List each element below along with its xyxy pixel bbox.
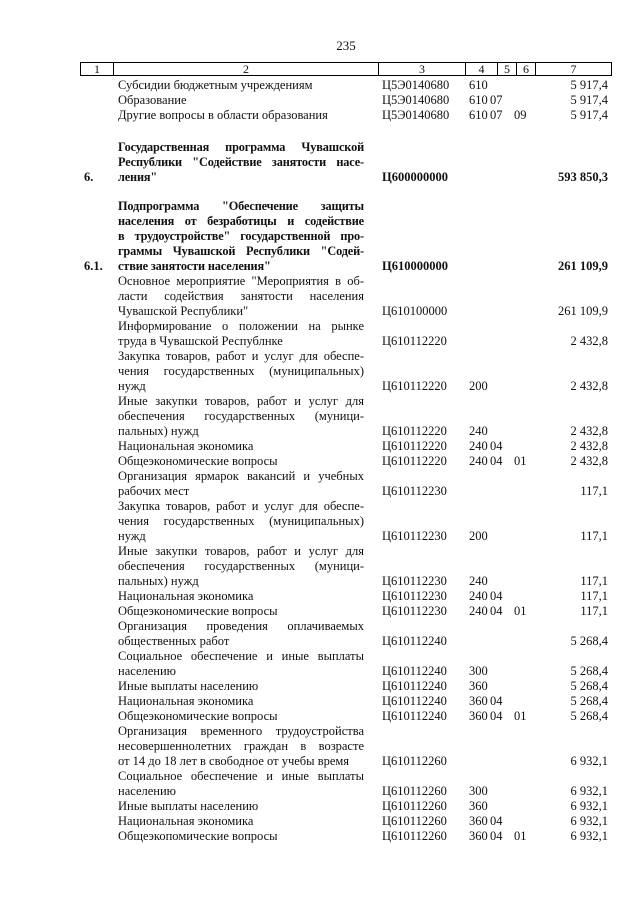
row-description bbox=[116, 709, 378, 724]
table-row bbox=[80, 274, 612, 319]
subsection bbox=[509, 304, 535, 319]
row-number bbox=[80, 529, 116, 544]
subsection bbox=[509, 529, 535, 544]
expense-type bbox=[465, 259, 486, 274]
section bbox=[486, 334, 509, 349]
expense-type bbox=[465, 634, 486, 649]
subsection: 01 bbox=[514, 604, 527, 618]
expense-type bbox=[465, 484, 486, 499]
target-code: Ц610112220 bbox=[382, 424, 447, 438]
target-code: Ц610112240 bbox=[382, 679, 447, 693]
section: 07 bbox=[490, 93, 503, 107]
section bbox=[486, 484, 509, 499]
description-line: Национальная экономика bbox=[118, 814, 254, 828]
table-row bbox=[80, 724, 612, 769]
subsection bbox=[509, 814, 535, 829]
header-cell-3: 3 bbox=[379, 63, 466, 75]
row-number bbox=[80, 108, 116, 123]
expense-type: 610 bbox=[469, 78, 488, 92]
amount: 5 268,4 bbox=[570, 634, 608, 648]
amount: 6 932,1 bbox=[570, 784, 608, 798]
table-row bbox=[80, 349, 612, 394]
amount: 6 932,1 bbox=[570, 829, 608, 843]
target-code: Ц610112240 bbox=[382, 694, 447, 708]
description-line: чения государственных (муниципальных) bbox=[118, 514, 364, 528]
description-line: Государственная программа Чувашской bbox=[118, 140, 364, 154]
row-number bbox=[80, 634, 116, 649]
row-description bbox=[116, 394, 378, 439]
description-line: общественных работ bbox=[118, 634, 230, 648]
row-description bbox=[116, 274, 378, 319]
section: 04 bbox=[490, 454, 503, 468]
expense-type: 240 bbox=[469, 439, 488, 453]
amount: 2 432,8 bbox=[570, 454, 608, 468]
section bbox=[486, 259, 509, 274]
header-cell-5: 5 bbox=[498, 63, 517, 75]
amount: 6 932,1 bbox=[570, 799, 608, 813]
row-description bbox=[116, 454, 378, 469]
row-number bbox=[80, 604, 116, 619]
description-line: в трудоустройстве" государственной про- bbox=[118, 229, 364, 243]
subsection: 01 bbox=[514, 709, 527, 723]
description-line: Иные выплаты населению bbox=[118, 799, 259, 813]
section bbox=[486, 78, 509, 93]
description-line: Социальное обеспечение и иные выплаты bbox=[118, 649, 364, 663]
program-row bbox=[80, 140, 612, 185]
target-code: Ц610112230 bbox=[382, 574, 447, 588]
description-line: Иные выплаты населению bbox=[118, 679, 259, 693]
row-description bbox=[116, 499, 378, 544]
subsection bbox=[509, 664, 535, 679]
description-line: населению bbox=[118, 664, 176, 678]
target-code: Ц610112240 bbox=[382, 664, 447, 678]
expense-type: 360 bbox=[469, 709, 488, 723]
description-line: населению bbox=[118, 784, 176, 798]
description-line: Республики "Содействие занятости насе- bbox=[118, 155, 364, 169]
row-description bbox=[116, 769, 378, 799]
row-description bbox=[116, 544, 378, 589]
row-number bbox=[80, 439, 116, 454]
expense-type: 200 bbox=[469, 379, 488, 393]
subsection bbox=[509, 484, 535, 499]
row-number bbox=[80, 334, 116, 349]
expense-type: 240 bbox=[469, 574, 488, 588]
expense-type: 360 bbox=[469, 694, 488, 708]
table-row bbox=[80, 829, 612, 844]
description-line: Национальная экономика bbox=[118, 589, 254, 603]
amount: 117,1 bbox=[580, 604, 608, 618]
row-description bbox=[116, 679, 378, 694]
section: 07 bbox=[490, 108, 503, 122]
subsection bbox=[509, 574, 535, 589]
expense-type bbox=[465, 754, 486, 769]
expense-type: 300 bbox=[469, 784, 488, 798]
target-code: Ц610112220 bbox=[382, 439, 447, 453]
description-line: Другие вопросы в области образования bbox=[118, 108, 328, 122]
expense-type: 610 bbox=[469, 93, 488, 107]
table-row bbox=[80, 589, 612, 604]
subsection: 01 bbox=[514, 454, 527, 468]
row-description bbox=[116, 319, 378, 349]
subsection bbox=[509, 439, 535, 454]
row-description bbox=[116, 799, 378, 814]
header-cell-2: 2 bbox=[114, 63, 379, 75]
target-code: Ц610112230 bbox=[382, 589, 447, 603]
section: 04 bbox=[490, 694, 503, 708]
target-code: Ц610112260 bbox=[382, 754, 447, 768]
subsection bbox=[509, 634, 535, 649]
target-code: Ц610112230 bbox=[382, 529, 447, 543]
description-line: Общеэкономические вопросы bbox=[118, 454, 278, 468]
subsection bbox=[509, 170, 535, 185]
amount: 5 917,4 bbox=[570, 93, 608, 107]
section bbox=[486, 529, 509, 544]
header-cell-7: 7 bbox=[570, 62, 577, 76]
expense-type: 360 bbox=[469, 799, 488, 813]
amount: 117,1 bbox=[580, 589, 608, 603]
table-row bbox=[80, 499, 612, 544]
description-line: обеспечения государственных (муници- bbox=[118, 409, 364, 423]
amount: 261 109,9 bbox=[558, 259, 608, 273]
target-code: Ц610112220 bbox=[382, 334, 447, 348]
table-header bbox=[80, 62, 612, 76]
description-line: Организация временного трудоустройства bbox=[118, 724, 364, 738]
section bbox=[486, 424, 509, 439]
subsection bbox=[509, 589, 535, 604]
subsection bbox=[509, 259, 535, 274]
table-row bbox=[80, 454, 612, 469]
subsection bbox=[509, 679, 535, 694]
target-code: Ц610112230 bbox=[382, 604, 447, 618]
section: 04 bbox=[490, 439, 503, 453]
row-description bbox=[116, 649, 378, 679]
description-line: несовершеннолетних граждан в возрасте bbox=[118, 739, 364, 753]
row-number: 6. bbox=[84, 170, 94, 184]
row-number bbox=[80, 454, 116, 469]
subsection bbox=[509, 799, 535, 814]
subsection bbox=[509, 784, 535, 799]
subsection bbox=[509, 93, 535, 108]
row-number bbox=[80, 679, 116, 694]
subsection bbox=[509, 379, 535, 394]
table-row bbox=[80, 108, 612, 123]
target-code: Ц610112240 bbox=[382, 709, 447, 723]
table-row bbox=[80, 709, 612, 724]
description-line: Образование bbox=[118, 93, 187, 107]
row-number bbox=[80, 304, 116, 319]
description-line: ствие занятости населения" bbox=[118, 259, 271, 273]
description-line: обеспечения государственных (муници- bbox=[118, 559, 364, 573]
row-number bbox=[80, 379, 116, 394]
row-number bbox=[80, 78, 116, 93]
amount: 117,1 bbox=[580, 529, 608, 543]
description-line: пальных) нужд bbox=[118, 574, 199, 588]
description-line: Социальное обеспечение и иные выплаты bbox=[118, 769, 364, 783]
row-description bbox=[116, 108, 378, 123]
table-row bbox=[80, 319, 612, 349]
amount: 6 932,1 bbox=[570, 754, 608, 768]
description-line: Субсидии бюджетным учреждениям bbox=[118, 78, 313, 92]
description-line: ления" bbox=[118, 170, 158, 184]
row-description bbox=[116, 439, 378, 454]
subsection bbox=[509, 424, 535, 439]
target-code: Ц610112260 bbox=[382, 829, 447, 843]
description-line: Основное мероприятие "Мероприятия в об- bbox=[118, 274, 364, 288]
expense-type bbox=[465, 334, 486, 349]
amount: 117,1 bbox=[580, 484, 608, 498]
amount: 5 268,4 bbox=[570, 694, 608, 708]
description-line: чения государственных (муниципальных) bbox=[118, 364, 364, 378]
description-line: нужд bbox=[118, 379, 146, 393]
description-line: Организация проведения оплачиваемых bbox=[118, 619, 364, 633]
section bbox=[486, 784, 509, 799]
description-line: Общеэкономические вопросы bbox=[118, 709, 278, 723]
row-number bbox=[80, 93, 116, 108]
target-code: Ц610100000 bbox=[382, 304, 448, 318]
subsection bbox=[509, 694, 535, 709]
table-row bbox=[80, 544, 612, 589]
expense-type: 240 bbox=[469, 454, 488, 468]
section: 04 bbox=[490, 814, 503, 828]
section: 04 bbox=[490, 604, 503, 618]
amount: 2 432,8 bbox=[570, 424, 608, 438]
table-row bbox=[80, 694, 612, 709]
expense-type: 200 bbox=[469, 529, 488, 543]
section bbox=[486, 304, 509, 319]
expense-type: 360 bbox=[469, 679, 488, 693]
expense-type: 240 bbox=[469, 424, 488, 438]
description-line: ласти содействия занятости населения bbox=[118, 289, 364, 303]
header-cell-6: 6 bbox=[517, 63, 536, 75]
description-line: Закупка товаров, работ и услуг для обеспе- bbox=[118, 499, 364, 513]
description-line: граммы Чувашской Республики "Содей- bbox=[118, 244, 364, 258]
target-code: Ц610112260 bbox=[382, 799, 447, 813]
row-description bbox=[116, 78, 378, 93]
row-description bbox=[116, 349, 378, 394]
expense-type: 240 bbox=[469, 604, 488, 618]
amount: 593 850,3 bbox=[558, 170, 608, 184]
table-row bbox=[80, 619, 612, 649]
row-number bbox=[80, 424, 116, 439]
expense-type: 360 bbox=[469, 829, 488, 843]
expense-type: 240 bbox=[469, 589, 488, 603]
section bbox=[486, 754, 509, 769]
row-number bbox=[80, 574, 116, 589]
description-line: населения от безработицы и содействие bbox=[118, 214, 364, 228]
row-number bbox=[80, 664, 116, 679]
description-line: Иные закупки товаров, работ и услуг для bbox=[118, 544, 364, 558]
subsection: 01 bbox=[514, 829, 527, 843]
amount: 5 268,4 bbox=[570, 664, 608, 678]
table-body bbox=[80, 78, 612, 844]
target-code: Ц610112220 bbox=[382, 379, 447, 393]
row-number bbox=[80, 829, 116, 844]
section bbox=[486, 379, 509, 394]
target-code: Ц5Э0140680 bbox=[382, 108, 450, 122]
subsection bbox=[509, 754, 535, 769]
subsection: 09 bbox=[514, 108, 527, 122]
table-row bbox=[80, 439, 612, 454]
description-line: Чувашской Республики" bbox=[118, 304, 249, 318]
table-row bbox=[80, 78, 612, 93]
row-description bbox=[116, 93, 378, 108]
row-number bbox=[80, 589, 116, 604]
row-description bbox=[116, 589, 378, 604]
amount: 6 932,1 bbox=[570, 814, 608, 828]
table-row bbox=[80, 604, 612, 619]
description-line: нужд bbox=[118, 529, 146, 543]
amount: 2 432,8 bbox=[570, 379, 608, 393]
section: 04 bbox=[490, 709, 503, 723]
target-code: Ц5Э0140680 bbox=[382, 93, 450, 107]
row-number bbox=[80, 799, 116, 814]
target-code: Ц610112260 bbox=[382, 784, 447, 798]
description-line: Закупка товаров, работ и услуг для обеспе- bbox=[118, 349, 364, 363]
row-number bbox=[80, 784, 116, 799]
amount: 5 268,4 bbox=[570, 709, 608, 723]
description-line: Национальная экономика bbox=[118, 694, 254, 708]
amount: 2 432,8 bbox=[570, 334, 608, 348]
target-code: Ц610000000 bbox=[382, 259, 448, 273]
expense-type: 610 bbox=[469, 108, 488, 122]
row-description bbox=[116, 814, 378, 829]
subsection bbox=[509, 78, 535, 93]
section bbox=[486, 664, 509, 679]
table-row bbox=[80, 814, 612, 829]
row-description bbox=[116, 604, 378, 619]
target-code: Ц610112240 bbox=[382, 634, 447, 648]
section bbox=[486, 799, 509, 814]
row-description bbox=[116, 199, 378, 274]
amount: 2 432,8 bbox=[570, 439, 608, 453]
section bbox=[486, 634, 509, 649]
table-row bbox=[80, 679, 612, 694]
target-code: Ц610112230 bbox=[382, 484, 447, 498]
description-line: Иные закупки товаров, работ и услуг для bbox=[118, 394, 364, 408]
table-row bbox=[80, 769, 612, 799]
row-number bbox=[80, 709, 116, 724]
row-number: 6.1. bbox=[84, 259, 103, 273]
amount: 5 917,4 bbox=[570, 108, 608, 122]
table-row bbox=[80, 93, 612, 108]
table-row bbox=[80, 394, 612, 439]
description-line: Подпрограмма "Обеспечение защиты bbox=[118, 199, 364, 213]
subprogram-row bbox=[80, 199, 612, 274]
row-description bbox=[116, 140, 378, 185]
description-line: Общеэкономические вопросы bbox=[118, 604, 278, 618]
target-code: Ц610112260 bbox=[382, 814, 447, 828]
subsection bbox=[509, 334, 535, 349]
row-description bbox=[116, 469, 378, 499]
table-row bbox=[80, 469, 612, 499]
amount: 261 109,9 bbox=[558, 304, 608, 318]
expense-type bbox=[465, 304, 486, 319]
section bbox=[486, 679, 509, 694]
page-number: 235 bbox=[336, 38, 356, 53]
amount: 117,1 bbox=[580, 574, 608, 588]
row-number bbox=[80, 694, 116, 709]
description-line: Общеэкопомические вопросы bbox=[118, 829, 278, 843]
description-line: Национальная экономика bbox=[118, 439, 254, 453]
section: 04 bbox=[490, 589, 503, 603]
amount: 5 917,4 bbox=[570, 78, 608, 92]
section bbox=[486, 574, 509, 589]
table-row bbox=[80, 799, 612, 814]
description-line: Организация ярмарок вакансий и учебных bbox=[118, 469, 364, 483]
row-number bbox=[80, 484, 116, 499]
description-line: рабочих мест bbox=[118, 484, 190, 498]
expense-type: 360 bbox=[469, 814, 488, 828]
row-description bbox=[116, 694, 378, 709]
description-line: от 14 до 18 лет в свободное от учебы время bbox=[118, 754, 350, 768]
section bbox=[486, 170, 509, 185]
row-number bbox=[80, 754, 116, 769]
header-cell-4: 4 bbox=[466, 63, 498, 75]
row-description bbox=[116, 619, 378, 649]
description-line: Информирование о положении на рынке bbox=[118, 319, 364, 333]
target-code: Ц5Э0140680 bbox=[382, 78, 450, 92]
table-row bbox=[80, 649, 612, 679]
section: 04 bbox=[490, 829, 503, 843]
amount: 5 268,4 bbox=[570, 679, 608, 693]
expense-type bbox=[465, 170, 486, 185]
target-code: Ц610112220 bbox=[382, 454, 447, 468]
row-number bbox=[80, 814, 116, 829]
expense-type: 300 bbox=[469, 664, 488, 678]
row-description bbox=[116, 724, 378, 769]
header-cell-1: 1 bbox=[81, 63, 114, 75]
row-description bbox=[116, 829, 378, 844]
target-code: Ц600000000 bbox=[382, 170, 448, 184]
description-line: пальных) нужд bbox=[118, 424, 199, 438]
description-line: труда в Чувашской Республнке bbox=[118, 334, 283, 348]
